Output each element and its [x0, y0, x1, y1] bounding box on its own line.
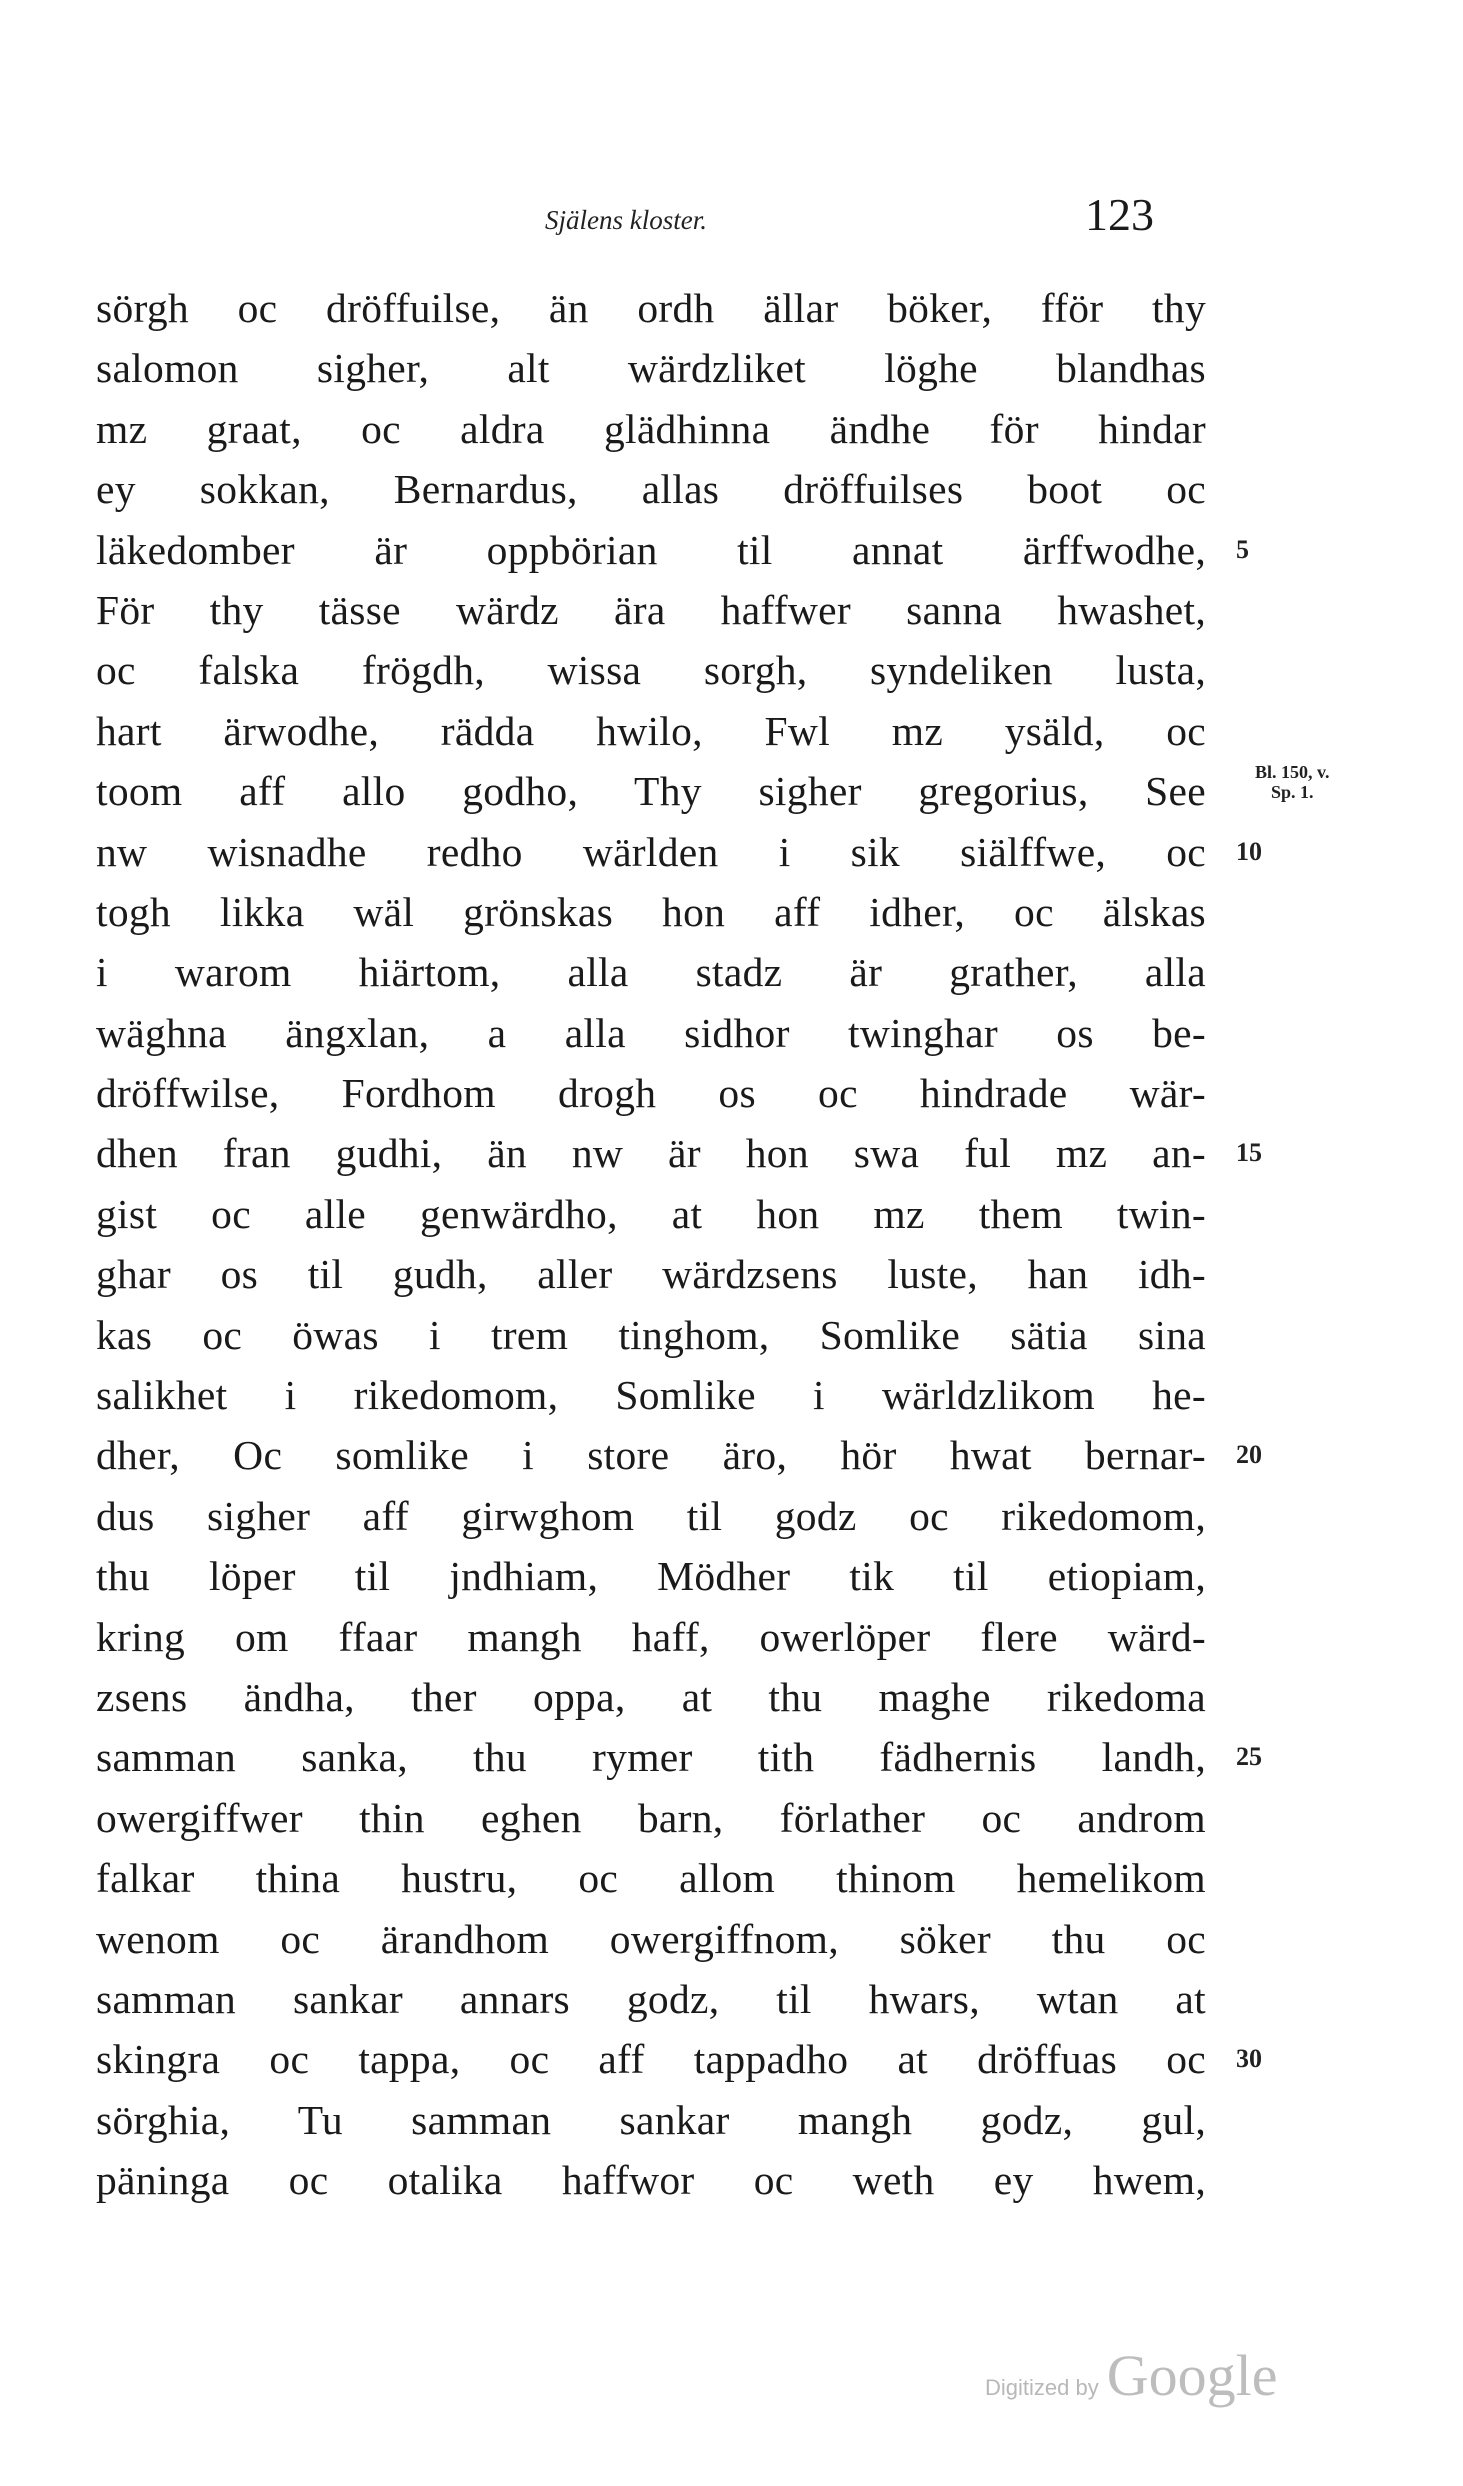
text-line — [96, 520, 1249, 580]
text-line-content: ghar os til gudh, aller wärdzsens luste, han idh- — [96, 1251, 1206, 1298]
text-line — [96, 701, 1206, 761]
text-line-content: kas oc öwas i trem tinghom, Somlike sätia sina — [96, 1311, 1206, 1358]
text-line-content: dhen fran gudhi, än nw är hon swa ful mz an- — [96, 1130, 1206, 1177]
line-number: 5 — [1236, 534, 1249, 564]
margin-reference-line-2: Sp. 1. — [1270, 782, 1314, 802]
text-line-content: sörghia, Tu samman sankar mangh godz, gul, — [96, 2096, 1206, 2143]
text-line-content: mz graat, oc aldra glädhinna ändhe för hindar — [96, 405, 1206, 452]
text-line-content: falkar thina hustru, oc allom thinom hemelikom — [96, 1855, 1206, 1902]
margin-reference — [1255, 762, 1330, 802]
digitization-watermark — [985, 2342, 1277, 2409]
text-line — [96, 2029, 1262, 2089]
text-line — [96, 2090, 1206, 2150]
text-line — [96, 278, 1206, 338]
text-line — [96, 640, 1206, 700]
text-line-content: thu löper til jndhiam, Mödher tik til etiopiam, — [96, 1553, 1206, 1600]
text-line-content: salomon sigher, alt wärdzliket löghe blandhas — [96, 345, 1206, 392]
text-line-content: läkedomber är oppbörian til annat ärffwodhe, — [96, 526, 1206, 573]
text-line-content: skingra oc tappa, oc aff tappadho at dröffuas oc — [96, 2036, 1206, 2083]
text-line — [96, 1727, 1262, 1787]
text-line-content: zsens ändha, ther oppa, at thu maghe rikedoma — [96, 1673, 1206, 1720]
text-line-content: nw wisnadhe redho wärlden i sik siälffwe, oc — [96, 828, 1206, 875]
google-logo: Google — [1106, 2343, 1278, 2408]
text-line — [96, 761, 1206, 821]
text-line-content: wenom oc ärandhom owergiffnom, söker thu oc — [96, 1915, 1206, 1962]
text-line-content: toom aff allo godho, Thy sigher gregorius, See — [96, 768, 1206, 815]
text-line — [96, 1546, 1206, 1606]
text-line — [96, 1244, 1206, 1304]
text-line-content: samman sankar annars godz, til hwars, wtan at — [96, 1975, 1206, 2022]
text-line — [96, 338, 1206, 398]
line-number: 15 — [1236, 1138, 1262, 1168]
text-line — [96, 399, 1206, 459]
text-line — [96, 1909, 1206, 1969]
text-line-content: dher, Oc somlike i store äro, hör hwat bernar- — [96, 1432, 1206, 1479]
text-line-content: sörgh oc dröffuilse, än ordh ällar böker, fför thy — [96, 285, 1206, 331]
text-line-content: hart ärwodhe, rädda hwilo, Fwl mz ysäld, oc — [96, 707, 1206, 754]
text-line — [96, 1425, 1262, 1485]
text-line-content: owergiffwer thin eghen barn, förlather oc androm — [96, 1794, 1206, 1841]
line-number: 20 — [1236, 1440, 1262, 1470]
text-line — [96, 1969, 1206, 2029]
text-line-content: samman sanka, thu rymer tith fädhernis landh, — [96, 1734, 1206, 1781]
text-line — [96, 580, 1206, 640]
text-line — [96, 1063, 1206, 1123]
body-text — [96, 278, 1262, 2211]
text-line-content: dus sigher aff girwghom til godz oc rikedomom, — [96, 1492, 1206, 1539]
text-line — [96, 459, 1206, 519]
text-line — [96, 1184, 1206, 1244]
line-number: 10 — [1236, 836, 1262, 866]
text-line-content: ey sokkan, Bernardus, allas dröffuilses boot oc — [96, 466, 1206, 513]
text-line — [96, 2150, 1206, 2210]
text-line-content: För thy tässe wärdz ära haffwer sanna hwashet, — [96, 586, 1206, 633]
text-line-content: gist oc alle genwärdho, at hon mz them twin- — [96, 1190, 1206, 1237]
text-line — [96, 1607, 1206, 1667]
text-line — [96, 822, 1262, 882]
text-line — [96, 1848, 1206, 1908]
text-line-content: salikhet i rikedomom, Somlike i wärldzlikom he- — [96, 1372, 1206, 1419]
text-line-content: wäghna ängxlan, a alla sidhor twinghar os be- — [96, 1009, 1206, 1056]
text-line-content: päninga oc otalika haffwor oc weth ey hwem, — [96, 2157, 1206, 2204]
text-line — [96, 1667, 1206, 1727]
text-line — [96, 942, 1206, 1002]
text-line-content: dröffwilse, Fordhom drogh os oc hindrade wär- — [96, 1070, 1206, 1117]
text-line — [96, 882, 1206, 942]
text-line — [96, 1003, 1206, 1063]
text-line-content: togh likka wäl grönskas hon aff idher, oc älskas — [96, 888, 1206, 935]
text-line-content: i warom hiärtom, alla stadz är grather, alla — [96, 949, 1206, 996]
text-line — [96, 1305, 1206, 1365]
running-title: Själens kloster. — [545, 205, 707, 235]
text-line — [96, 1486, 1206, 1546]
line-number: 30 — [1236, 2044, 1262, 2074]
margin-reference-line-1: Bl. 150, v. — [1255, 762, 1330, 782]
text-line — [96, 1365, 1206, 1425]
text-line — [96, 1123, 1262, 1183]
text-line — [96, 1788, 1206, 1848]
text-line-content: kring om ffaar mangh haff, owerlöper flere wärd- — [96, 1613, 1206, 1660]
page-number: 123 — [1085, 189, 1154, 240]
text-line-content: oc falska frögdh, wissa sorgh, syndeliken lusta, — [96, 647, 1206, 694]
line-number: 25 — [1236, 1742, 1262, 1772]
digitized-by-label: Digitized by — [985, 2375, 1099, 2400]
